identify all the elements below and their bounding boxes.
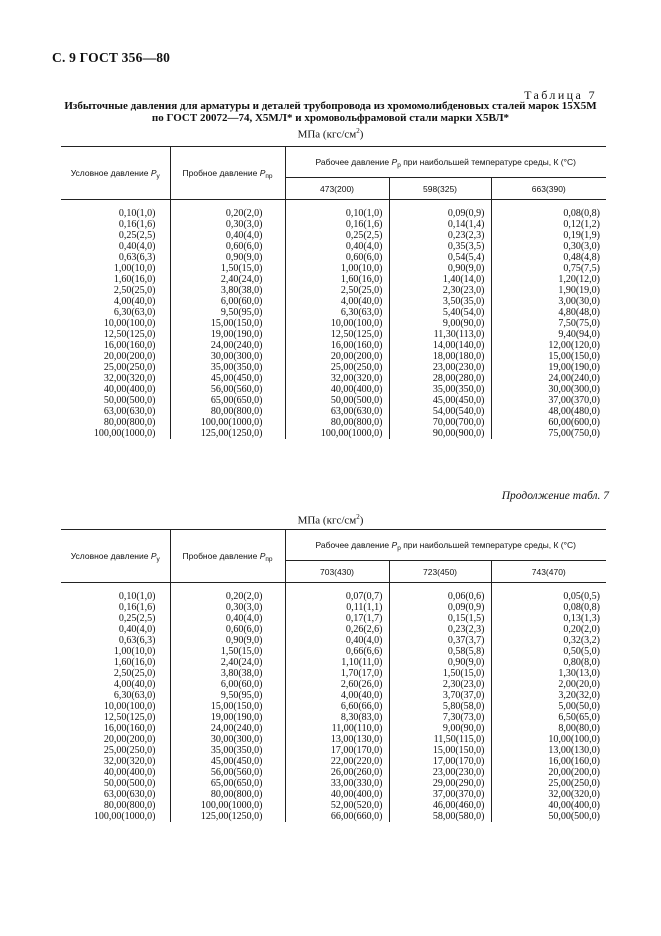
table-cell: 6,00(60,0): [170, 296, 285, 307]
table-cell: 0,75(7,5): [491, 263, 606, 274]
table-row: [61, 296, 606, 307]
table-cell: 0,54(5,4): [389, 252, 491, 263]
table-cell: 4,80(48,0): [491, 307, 606, 318]
header-temp: 703(430): [285, 561, 389, 583]
units-sup: 2: [356, 513, 360, 521]
table-caption: [52, 100, 609, 124]
table-cell: 0,08(0,8): [491, 602, 606, 613]
table-cell: 1,00(10,0): [285, 263, 389, 274]
table-cell: 0,40(4,0): [170, 613, 285, 624]
table-cell: 0,40(4,0): [285, 635, 389, 646]
table-cell: 0,09(0,9): [389, 602, 491, 613]
table-cell: 80,00(800,0): [103, 417, 156, 428]
table-cell: 20,00(200,0): [103, 351, 156, 362]
table-cell: 80,00(800,0): [170, 406, 285, 417]
table-cell: 2,40(24,0): [170, 274, 285, 285]
table-cell: 9,50(95,0): [170, 690, 285, 701]
table-cell: 0,37(3,7): [389, 635, 491, 646]
table-row: [61, 329, 606, 340]
header-conditional-pressure: Условное давление $P_у$: [61, 147, 170, 200]
table-row: [61, 274, 606, 285]
table-cell: 0,25(2,5): [118, 230, 156, 241]
table-cell: 24,00(240,0): [170, 340, 285, 351]
table-cell: 40,00(400,0): [103, 767, 156, 778]
table-cell: 3,80(38,0): [170, 668, 285, 679]
table-cell: 0,63(6,3): [118, 252, 156, 263]
table-cell: 14,00(140,0): [389, 340, 491, 351]
table-cell: 0,90(9,0): [389, 263, 491, 274]
table-cell: 56,00(560,0): [170, 384, 285, 395]
table-body-2: [61, 583, 606, 823]
table-cell: 65,00(650,0): [170, 395, 285, 406]
table-body-1: [61, 200, 606, 440]
table-cell: 3,00(30,0): [491, 296, 606, 307]
table-row: [61, 384, 606, 395]
table-row: [61, 351, 606, 362]
table-cell: 2,60(26,0): [285, 679, 389, 690]
table-cell: 63,00(630,0): [103, 406, 156, 417]
table-row: [61, 230, 606, 241]
table-cell: 0,07(0,7): [285, 583, 389, 603]
table-cell: 4,00(40,0): [113, 296, 156, 307]
table-cell: 66,00(660,0): [285, 811, 389, 822]
table-cell: 30,00(300,0): [170, 734, 285, 745]
table-cell: 17,00(170,0): [389, 756, 491, 767]
table-cell: 5,80(58,0): [389, 701, 491, 712]
table-cell: 9,50(95,0): [170, 307, 285, 318]
units-close: ): [359, 514, 364, 527]
table-cell: 50,00(500,0): [103, 395, 156, 406]
table-row: [61, 373, 606, 384]
pressure-table-2: [61, 529, 606, 822]
table-cell: 0,32(3,2): [491, 635, 606, 646]
table-row: [61, 800, 606, 811]
header-working-pressure: Рабочее давление $P_р$ при наибольшей температуре среды, К (°С): [285, 530, 606, 561]
table-cell: 16,00(160,0): [103, 723, 156, 734]
table-cell: 0,90(9,0): [170, 635, 285, 646]
table-cell: 0,16(1,6): [118, 602, 156, 613]
header-working-pressure: Рабочее давление $P_р$ при наибольшей температуре среды, К (°С): [285, 147, 606, 178]
table-row: [61, 307, 606, 318]
table-cell: 15,00(150,0): [491, 351, 606, 362]
table-cell: 8,00(80,0): [491, 723, 606, 734]
table-cell: 10,00(100,0): [103, 318, 156, 329]
table-cell: 15,00(150,0): [170, 318, 285, 329]
table-row: [61, 723, 606, 734]
table-row: [61, 428, 606, 439]
table-cell: 0,16(1,6): [285, 219, 389, 230]
header-temp: 743(470): [491, 561, 606, 583]
table-row: [61, 285, 606, 296]
table-cell: 1,50(15,0): [389, 668, 491, 679]
table-cell: 2,50(25,0): [113, 668, 156, 679]
table-cell: 2,50(25,0): [285, 285, 389, 296]
table-cell: 0,08(0,8): [491, 200, 606, 220]
table-row: [61, 263, 606, 274]
table-cell: 0,13(1,3): [491, 613, 606, 624]
table-cell: 0,10(1,0): [285, 200, 389, 220]
table-cell: 11,50(115,0): [389, 734, 491, 745]
table-cell: 100,00(1000,0): [93, 428, 156, 439]
table-row: [61, 701, 606, 712]
table-cell: 1,50(15,0): [170, 263, 285, 274]
table-cell: 0,30(3,0): [491, 241, 606, 252]
table-cell: 0,19(1,9): [491, 230, 606, 241]
table-row: [61, 406, 606, 417]
table-cell: 1,90(19,0): [491, 285, 606, 296]
table-cell: 0,66(6,6): [285, 646, 389, 657]
table-cell: 0,63(6,3): [118, 635, 156, 646]
table-cell: 12,50(125,0): [103, 329, 156, 340]
table-row: [61, 252, 606, 263]
header-temp: 723(450): [389, 561, 491, 583]
table-cell: 2,50(25,0): [113, 285, 156, 296]
table-row: [61, 200, 606, 220]
table-cell: 0,14(1,4): [389, 219, 491, 230]
table-cell: 25,00(250,0): [285, 362, 389, 373]
table-cell: 30,00(300,0): [170, 351, 285, 362]
table-cell: 25,00(250,0): [103, 362, 156, 373]
table-row: [61, 635, 606, 646]
table-cell: 6,60(66,0): [285, 701, 389, 712]
table-cell: 5,40(54,0): [389, 307, 491, 318]
table-cell: 17,00(170,0): [285, 745, 389, 756]
table-cell: 1,70(17,0): [285, 668, 389, 679]
table-cell: 37,00(370,0): [491, 395, 606, 406]
table-cell: 29,00(290,0): [389, 778, 491, 789]
table-cell: 0,60(6,0): [285, 252, 389, 263]
table-cell: 2,30(23,0): [389, 285, 491, 296]
table-cell: 25,00(250,0): [103, 745, 156, 756]
table-cell: 0,12(1,2): [491, 219, 606, 230]
table-cell: 0,15(1,5): [389, 613, 491, 624]
table-cell: 3,20(32,0): [491, 690, 606, 701]
table-cell: 32,00(320,0): [491, 789, 606, 800]
units-sup: 2: [356, 127, 360, 135]
table-cell: 1,60(16,0): [113, 657, 156, 668]
table-cell: 40,00(400,0): [285, 789, 389, 800]
table-cell: 0,30(3,0): [170, 602, 285, 613]
table-cell: 125,00(1250,0): [170, 428, 285, 439]
table-cell: 58,00(580,0): [389, 811, 491, 822]
table-cell: 0,16(1,6): [118, 219, 156, 230]
table-cell: 6,50(65,0): [491, 712, 606, 723]
header-test-pressure: Пробное давление $P_{пр}$: [170, 530, 285, 583]
table-cell: 40,00(400,0): [285, 384, 389, 395]
table-row: [61, 219, 606, 230]
table-cell: 65,00(650,0): [170, 778, 285, 789]
table-cell: 15,00(150,0): [170, 701, 285, 712]
caption-line-2: по ГОСТ 20072—74, Х5МЛ* и хромовольфрамовой стали марки Х5ВЛ*: [151, 112, 510, 124]
table-cell: 0,09(0,9): [389, 200, 491, 220]
table-cell: 1,60(16,0): [113, 274, 156, 285]
continuation-label: Продолжение табл. 7: [501, 490, 609, 502]
table-cell: 33,00(330,0): [285, 778, 389, 789]
table-cell: 20,00(200,0): [491, 767, 606, 778]
table-cell: 0,25(2,5): [118, 613, 156, 624]
table-cell: 1,10(11,0): [285, 657, 389, 668]
table-cell: 75,00(750,0): [491, 428, 606, 439]
table-cell: 0,11(1,1): [285, 602, 389, 613]
table-cell: 48,00(480,0): [491, 406, 606, 417]
table-cell: 0,05(0,5): [491, 583, 606, 603]
table-cell: 37,00(370,0): [389, 789, 491, 800]
table-row: [61, 756, 606, 767]
table-cell: 0,20(2,0): [170, 583, 285, 603]
table-cell: 100,00(1000,0): [170, 800, 285, 811]
page-header: С. 9 ГОСТ 356—80: [52, 50, 171, 65]
table-cell: 9,40(94,0): [491, 329, 606, 340]
table-cell: 32,00(320,0): [103, 373, 156, 384]
units-label-2: [52, 513, 609, 527]
table-row: [61, 745, 606, 756]
table-cell: 0,17(1,7): [285, 613, 389, 624]
table-cell: 25,00(250,0): [491, 778, 606, 789]
table-cell: 32,00(320,0): [285, 373, 389, 384]
header-temp: 473(200): [285, 178, 389, 200]
table-cell: 35,00(350,0): [170, 745, 285, 756]
table-cell: 20,00(200,0): [285, 351, 389, 362]
table-cell: 2,00(20,0): [491, 679, 606, 690]
table-cell: 10,00(100,0): [491, 734, 606, 745]
table-row: [61, 583, 606, 603]
table-cell: 50,00(500,0): [491, 811, 606, 822]
table-cell: 0,50(5,0): [491, 646, 606, 657]
table-cell: 1,00(10,0): [113, 263, 156, 274]
table-row: [61, 241, 606, 252]
units-close: ): [359, 128, 364, 141]
table-cell: 28,00(280,0): [389, 373, 491, 384]
table-cell: 50,00(500,0): [103, 778, 156, 789]
header-conditional-pressure: Условное давление $P_у$: [61, 530, 170, 583]
table-cell: 40,00(400,0): [103, 384, 156, 395]
table-cell: 1,60(16,0): [285, 274, 389, 285]
table-cell: 54,00(540,0): [389, 406, 491, 417]
units-text: МПа (кгс/см: [297, 128, 357, 141]
table-cell: 0,40(4,0): [170, 230, 285, 241]
table-cell: 63,00(630,0): [285, 406, 389, 417]
header-temp: 663(390): [491, 178, 606, 200]
table-cell: 5,00(50,0): [491, 701, 606, 712]
table-row: [61, 613, 606, 624]
table-cell: 0,48(4,8): [491, 252, 606, 263]
table-cell: 15,00(150,0): [389, 745, 491, 756]
pressure-table-1: [61, 146, 606, 439]
table-cell: 45,00(450,0): [170, 373, 285, 384]
table-row: [61, 602, 606, 613]
table-cell: 0,60(6,0): [170, 624, 285, 635]
table-cell: 13,00(130,0): [285, 734, 389, 745]
table-row: [61, 811, 606, 822]
table-cell: 16,00(160,0): [285, 340, 389, 351]
table-cell: 6,30(63,0): [113, 307, 156, 318]
table-cell: 0,40(4,0): [118, 624, 156, 635]
table-row: [61, 362, 606, 373]
table-cell: 63,00(630,0): [103, 789, 156, 800]
table-cell: 12,50(125,0): [285, 329, 389, 340]
table-cell: 4,00(40,0): [285, 690, 389, 701]
table-cell: 35,00(350,0): [389, 384, 491, 395]
table-cell: 12,50(125,0): [103, 712, 156, 723]
table-cell: 0,35(3,5): [389, 241, 491, 252]
table-cell: 0,40(4,0): [285, 241, 389, 252]
table-cell: 0,10(1,0): [118, 208, 156, 219]
table-cell: 0,23(2,3): [389, 624, 491, 635]
table-cell: 4,00(40,0): [113, 679, 156, 690]
table-cell: 16,00(160,0): [491, 756, 606, 767]
table-cell: 6,00(60,0): [170, 679, 285, 690]
caption-line-1: Избыточные давления для арматуры и деталей трубопровода из хромомолибденовых сталей марок 15Х5М: [64, 100, 597, 112]
table-cell: 16,00(160,0): [103, 340, 156, 351]
table-cell: 8,30(83,0): [285, 712, 389, 723]
header-test-pressure: Пробное давление $P_{пр}$: [170, 147, 285, 200]
table-cell: 1,30(13,0): [491, 668, 606, 679]
table-cell: 18,00(180,0): [389, 351, 491, 362]
table-cell: 12,00(120,0): [491, 340, 606, 351]
table-cell: 7,50(75,0): [491, 318, 606, 329]
table-cell: 0,10(1,0): [118, 591, 156, 602]
table-cell: 0,30(3,0): [170, 219, 285, 230]
table-cell: 13,00(130,0): [491, 745, 606, 756]
table-cell: 100,00(1000,0): [170, 417, 285, 428]
table-cell: 30,00(300,0): [491, 384, 606, 395]
table-cell: 0,58(5,8): [389, 646, 491, 657]
table-cell: 4,00(40,0): [285, 296, 389, 307]
table-row: [61, 657, 606, 668]
table-row: [61, 712, 606, 723]
table-cell: 0,23(2,3): [389, 230, 491, 241]
table-cell: 0,20(2,0): [170, 200, 285, 220]
table-cell: 40,00(400,0): [491, 800, 606, 811]
table-cell: 3,70(37,0): [389, 690, 491, 701]
table-cell: 80,00(800,0): [103, 800, 156, 811]
units-text: МПа (кгс/см: [297, 514, 357, 527]
table-cell: 56,00(560,0): [170, 767, 285, 778]
header-temp: 598(325): [389, 178, 491, 200]
table-cell: 60,00(600,0): [491, 417, 606, 428]
table-cell: 19,00(190,0): [170, 712, 285, 723]
units-label-1: [52, 127, 609, 141]
table-cell: 90,00(900,0): [389, 428, 491, 439]
table-cell: 1,20(12,0): [491, 274, 606, 285]
table-cell: 125,00(1250,0): [170, 811, 285, 822]
table-cell: 20,00(200,0): [103, 734, 156, 745]
table-cell: 80,00(800,0): [285, 417, 389, 428]
table-cell: 22,00(220,0): [285, 756, 389, 767]
table-cell: 46,00(460,0): [389, 800, 491, 811]
table-cell: 2,30(23,0): [389, 679, 491, 690]
table-cell: 3,80(38,0): [170, 285, 285, 296]
table-cell: 11,30(113,0): [389, 329, 491, 340]
table-cell: 10,00(100,0): [103, 701, 156, 712]
table-cell: 0,80(8,0): [491, 657, 606, 668]
table-row: [61, 778, 606, 789]
table-cell: 3,50(35,0): [389, 296, 491, 307]
table-cell: 45,00(450,0): [170, 756, 285, 767]
table-label: Таблица 7: [524, 88, 597, 102]
table-cell: 10,00(100,0): [285, 318, 389, 329]
table-cell: 23,00(230,0): [389, 767, 491, 778]
table-row: [61, 690, 606, 701]
table-row: [61, 789, 606, 800]
table-cell: 9,00(90,0): [389, 723, 491, 734]
table-row: [61, 734, 606, 745]
table-cell: 19,00(190,0): [491, 362, 606, 373]
table-cell: 26,00(260,0): [285, 767, 389, 778]
table-cell: 50,00(500,0): [285, 395, 389, 406]
table-row: [61, 679, 606, 690]
table-cell: 35,00(350,0): [170, 362, 285, 373]
table-cell: 0,26(2,6): [285, 624, 389, 635]
table-cell: 32,00(320,0): [103, 756, 156, 767]
table-cell: 80,00(800,0): [170, 789, 285, 800]
table-row: [61, 767, 606, 778]
table-row: [61, 668, 606, 679]
table-cell: 24,00(240,0): [491, 373, 606, 384]
table-cell: 52,00(520,0): [285, 800, 389, 811]
table-cell: 1,40(14,0): [389, 274, 491, 285]
table-cell: 0,90(9,0): [170, 252, 285, 263]
table-cell: 100,00(1000,0): [285, 428, 389, 439]
table-cell: 100,00(1000,0): [93, 811, 156, 822]
table-row: [61, 395, 606, 406]
table-row: [61, 318, 606, 329]
table-cell: 45,00(450,0): [389, 395, 491, 406]
table-cell: 0,25(2,5): [285, 230, 389, 241]
table-row: [61, 646, 606, 657]
table-cell: 9,00(90,0): [389, 318, 491, 329]
table-cell: 6,30(63,0): [285, 307, 389, 318]
table-cell: 2,40(24,0): [170, 657, 285, 668]
table-cell: 70,00(700,0): [389, 417, 491, 428]
table-cell: 11,00(110,0): [285, 723, 389, 734]
table-cell: 7,30(73,0): [389, 712, 491, 723]
table-cell: 0,60(6,0): [170, 241, 285, 252]
table-cell: 0,06(0,6): [389, 583, 491, 603]
table-cell: 19,00(190,0): [170, 329, 285, 340]
table-cell: 6,30(63,0): [113, 690, 156, 701]
table-cell: 1,50(15,0): [170, 646, 285, 657]
table-cell: 24,00(240,0): [170, 723, 285, 734]
table-row: [61, 417, 606, 428]
table-cell: 23,00(230,0): [389, 362, 491, 373]
table-cell: 0,40(4,0): [118, 241, 156, 252]
table-row: [61, 624, 606, 635]
table-cell: 1,00(10,0): [113, 646, 156, 657]
table-cell: 0,90(9,0): [389, 657, 491, 668]
table-row: [61, 340, 606, 351]
table-cell: 0,20(2,0): [491, 624, 606, 635]
